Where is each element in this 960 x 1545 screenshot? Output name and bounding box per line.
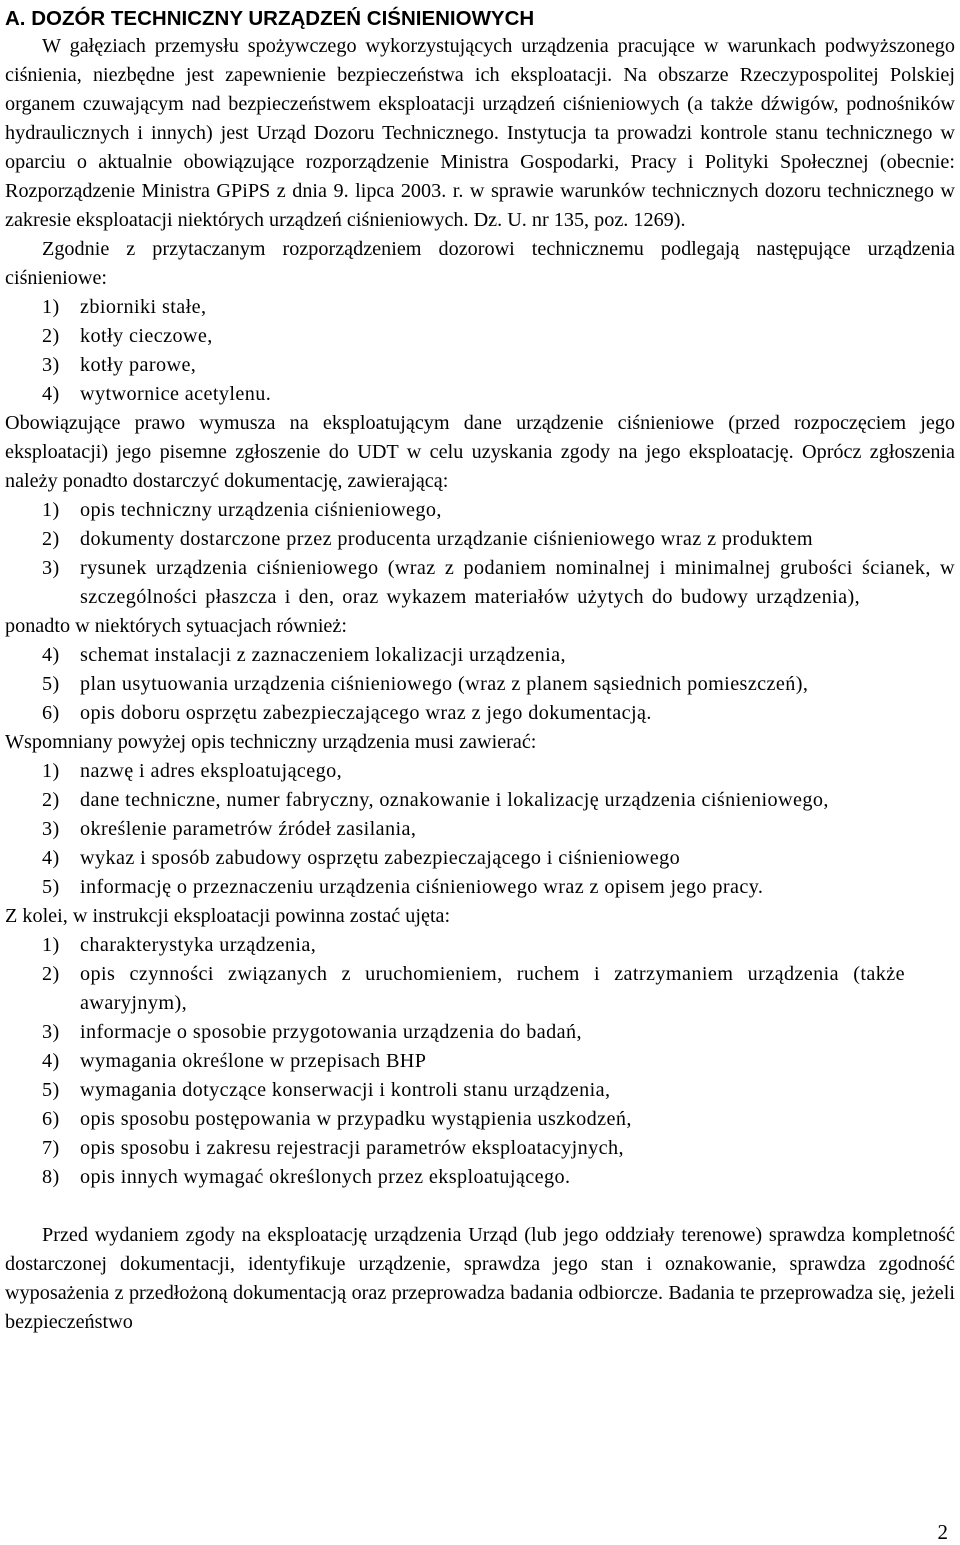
list-item-text: dokumenty dostarczone przez producenta urządzanie ciśnieniowego wraz z produktem [80, 528, 813, 550]
operating-manual-list [5, 931, 955, 1192]
list-item-number: 6) [42, 702, 60, 724]
list-item-text: wytwornice acetylenu. [80, 383, 272, 405]
list-item [5, 380, 955, 409]
list-item-text: wykaz i sposób zabudowy osprzętu zabezpieczającego i ciśnieniowego [80, 847, 681, 869]
section-documentation [5, 409, 955, 728]
list-item [5, 1163, 955, 1192]
technical-description-list [5, 757, 955, 902]
list-item-text: wymagania określone w przepisach BHP [80, 1050, 427, 1072]
list-item-text: wymagania dotyczące konserwacji i kontroli stanu urządzenia, [80, 1079, 611, 1101]
list-item-number: 1) [42, 934, 60, 956]
list-item-number: 2) [42, 325, 60, 347]
list-item [5, 757, 955, 786]
list-item-text: dane techniczne, numer fabryczny, oznakowanie i lokalizację urządzenia ciśnieniowego, [80, 789, 829, 811]
intro-paragraph: W gałęziach przemysłu spożywczego wykorzystujących urządzenia pracujące w warunkach podwyższonego ciśnienia, niezbędne jest zapewnienie bezpieczeństwa ich eksploatacji. Na obszarze Rzeczypospolitej Polskiej organem czuwającym nad bezpieczeństwem eksploatacji urządzeń ciśnieniowych (a także dźwigów, podnośników hydraulicznych i innych) jest Urząd Dozoru Technicznego. Instytucja ta prowadzi kontrole stanu technicznego w oparciu o aktualnie obowiązujące rozporządzenie Ministra Gospodarki, Pracy i Polityki Społecznej (obecnie: Rozporządzenie Ministra GPiPS z dnia 9. lipca 2003. r. w sprawie warunków technicznych dozoru technicznego w zakresie eksploatacji niektórych urządzeń ciśnieniowych. Dz. U. nr 135, poz. 1269). [5, 35, 955, 231]
list-item-number: 2) [42, 963, 60, 985]
list-item [5, 873, 955, 902]
list-item-number: 6) [42, 1108, 60, 1130]
list-item [5, 351, 955, 380]
list-item-number: 1) [42, 499, 60, 521]
list-item-text: informacje o sposobie przygotowania urządzenia do badań, [80, 1021, 582, 1043]
list-item-text: nazwę i adres eksploatującego, [80, 760, 343, 782]
section-heading: A. DOZÓR TECHNICZNY URZĄDZEŃ CIŚNIENIOWYCH [5, 7, 535, 30]
closing-paragraph: Przed wydaniem zgody na eksploatację urządzenia Urząd (lub jego oddziały terenowe) sprawdza kompletność dostarczonej dokumentacji, identyfikuje urządzenie, sprawdza jego stan i oznakowanie, sprawdza zgodność wyposażenia z przedłożoną dokumentacją oraz przeprowadza badania odbiorcze. Badania te przeprowadza się, jeżeli bezpieczeństwo [5, 1224, 955, 1333]
list-item-text: opis sposobu postępowania w przypadku wystąpienia uszkodzeń, [80, 1108, 632, 1130]
list-item-text: opis techniczny urządzenia ciśnieniowego, [80, 499, 442, 521]
list-item-number: 2) [42, 789, 60, 811]
list-item-text: kotły cieczowe, [80, 325, 213, 347]
list-item [5, 670, 955, 699]
list-item [5, 554, 955, 612]
section1-text: Zgodnie z przytaczanym rozporządzeniem dozorowi technicznemu podlegają następujące urządzenia ciśnieniowe: [5, 238, 955, 289]
list-item [5, 699, 955, 728]
section4-text: Z kolei, w instrukcji eksploatacji powinna zostać ujęta: [5, 905, 451, 927]
list-item [5, 1134, 955, 1163]
list-item [5, 960, 955, 1018]
list-item-text: określenie parametrów źródeł zasilania, [80, 818, 417, 840]
list-item-number: 2) [42, 528, 60, 550]
page-number: 2 [937, 1520, 948, 1544]
list-item-text: plan usytuowania urządzenia ciśnieniowego (wraz z planem sąsiednich pomieszczeń), [80, 673, 809, 695]
list-item-text: opis czynności związanych z uruchomieniem, ruchem i zatrzymaniem urządzenia (także awaryjnym), [80, 963, 905, 1014]
list-item-number: 5) [42, 876, 60, 898]
list-item [5, 525, 955, 554]
list-item [5, 641, 955, 670]
list-item [5, 1076, 955, 1105]
paragraph-spacer [5, 1192, 955, 1221]
list-item-number: 4) [42, 847, 60, 869]
list-item [5, 496, 955, 525]
list-item-text: opis doboru osprzętu zabezpieczającego wraz z jego dokumentacją. [80, 702, 652, 724]
list-item-number: 8) [42, 1166, 60, 1188]
list-item [5, 322, 955, 351]
section3-text: Wspomniany powyżej opis techniczny urządzenia musi zawierać: [5, 731, 537, 753]
section-technical-description [5, 728, 955, 902]
list-item-number: 1) [42, 296, 60, 318]
list-item-text: kotły parowe, [80, 354, 197, 376]
list-item-number: 4) [42, 1050, 60, 1072]
list-item [5, 815, 955, 844]
list-item [5, 1105, 955, 1134]
list-item-number: 3) [42, 818, 60, 840]
list-item-text: rysunek urządzenia ciśnieniowego (wraz z podaniem nominalnej i minimalnej grubości ścianek, w szczególności płaszcza i den, oraz wykazem materiałów użytych do budowy urządzenia), [80, 557, 955, 608]
documentation-extra-list [5, 641, 955, 728]
list-item-number: 1) [42, 760, 60, 782]
documentation-list [5, 496, 955, 612]
list-item-text: opis innych wymagać określonych przez eksploatującego. [80, 1166, 571, 1188]
list-item-number: 3) [42, 354, 60, 376]
list-item [5, 1018, 955, 1047]
list-item-text: charakterystyka urządzenia, [80, 934, 317, 956]
section-operating-manual [5, 902, 955, 1192]
list-item-text: opis sposobu i zakresu rejestracji parametrów eksploatacyjnych, [80, 1137, 624, 1159]
list-item-number: 3) [42, 1021, 60, 1043]
pressure-devices-list [5, 293, 955, 409]
section2-text: Obowiązujące prawo wymusza na eksploatującym dane urządzenie ciśnieniowe (przed rozpoczęciem jego eksploatacji) jego pisemne zgłoszenie do UDT w celu uzyskania zgody na jego eksploatację. Oprócz zgłoszenia należy ponadto dostarczyć dokumentację, zawierającą: [5, 412, 955, 492]
section-pressure-devices [5, 235, 955, 409]
list-item-text: schemat instalacji z zaznaczeniem lokalizacji urządzenia, [80, 644, 566, 666]
section2-also-text: ponadto w niektórych sytuacjach również: [5, 615, 347, 637]
list-item [5, 931, 955, 960]
list-item-text: zbiorniki stałe, [80, 296, 207, 318]
list-item-number: 4) [42, 383, 60, 405]
list-item-text: informację o przeznaczeniu urządzenia ciśnieniowego wraz z opisem jego pracy. [80, 876, 764, 898]
list-item [5, 293, 955, 322]
list-item [5, 786, 955, 815]
list-item-number: 7) [42, 1137, 60, 1159]
list-item-number: 3) [42, 557, 60, 579]
list-item-number: 4) [42, 644, 60, 666]
list-item-number: 5) [42, 1079, 60, 1101]
list-item [5, 1047, 955, 1076]
list-item [5, 844, 955, 873]
list-item-number: 5) [42, 673, 60, 695]
